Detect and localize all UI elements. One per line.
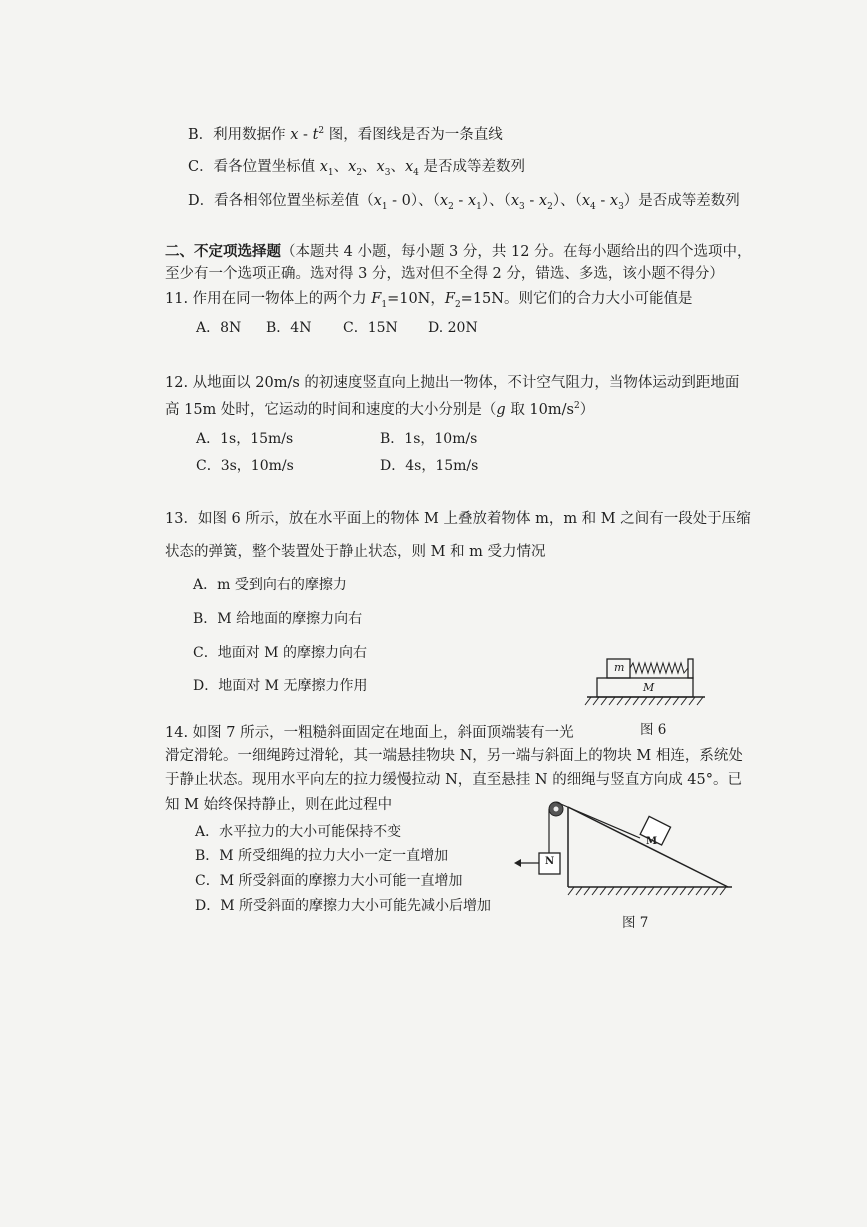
q13-option-b: B．M 给地面的摩擦力向右 [193, 611, 363, 627]
q14-stem-line2: 滑定滑轮。一细绳跨过滑轮，其一端悬挂物块 N，另一端与斜面上的物块 M 相连，系统处 [165, 748, 743, 764]
q13-option-d: D．地面对 M 无摩擦力作用 [193, 678, 368, 694]
prev-option-c: C．看各位置坐标值 $x_1$、$x_2$、$x_3$、$x_4$ 是否成等差数列 [188, 159, 525, 178]
prev-option-d: D．看各相邻位置坐标差值$(x_1 - 0)$、$(x_2 - x_1)$、$(x_3 - x_2)$、$(x_4 - x_3)$是否成等差数列 [188, 193, 740, 212]
q13-option-c: C．地面对 M 的摩擦力向右 [193, 645, 367, 661]
prev-option-b: B．利用数据作 x - $t^2$ 图，看图线是否为一条直线 [188, 126, 503, 143]
q14-option-a: A．水平拉力的大小可能保持不变 [195, 824, 402, 840]
section-heading: 二、不定项选择题（本题共 4 小题，每小题 3 分，共 12 分。在每小题给出的四个选项中， [165, 243, 752, 260]
q14-option-d: D．M 所受斜面的摩擦力大小可能先减小后增加 [195, 898, 492, 914]
q12-stem-line1: 12. 从地面以 20m/s 的初速度竖直向上抛出一物体，不计空气阻力，当物体运动到距地面 [165, 375, 740, 391]
figure-6 [585, 650, 715, 710]
fig6-label-m: m [614, 661, 625, 674]
q11-option-b: B．4N [266, 320, 312, 336]
q11-option-d: D. 20N [428, 320, 478, 336]
section-description: 至少有一个选项正确。选对得 3 分，选对但不全得 2 分，错选、多选，该小题不得分） [165, 266, 724, 282]
q12-option-c: C．3s，10m/s [196, 458, 294, 474]
q14-option-b: B．M 所受细绳的拉力大小一定一直增加 [195, 848, 449, 864]
q11-option-a: A．8N [196, 320, 242, 336]
q12-stem-line2: 高 15m 处时，它运动的时间和速度的大小分别是（g 取 $10m/s^2$） [165, 401, 595, 418]
q12-option-d: D．4s，15m/s [380, 458, 479, 474]
fig7-caption: 图 7 [622, 915, 649, 931]
fig7-label-n: N [545, 856, 555, 867]
q12-option-a: A．1s，15m/s [196, 431, 294, 447]
q13-option-a: A．m 受到向右的摩擦力 [193, 577, 347, 593]
q14-stem-line1: 14. 如图 7 所示，一粗糙斜面固定在地面上，斜面顶端装有一光 [165, 725, 574, 741]
q12-option-b: B．1s，10m/s [380, 431, 478, 447]
q11-stem: 11. 作用在同一物体上的两个力 $F_1=10N$，$F_2=15N$。则它们的合力大小可能值是 [165, 291, 693, 310]
figure-7 [510, 795, 740, 905]
fig6-caption: 图 6 [640, 722, 667, 738]
q13-stem-line2: 状态的弹簧，整个装置处于静止状态，则 M 和 m 受力情况 [165, 544, 546, 560]
q14-stem-line3: 于静止状态。现用水平向左的拉力缓慢拉动 N，直至悬挂 N 的细绳与竖直方向成 45°。已 [165, 772, 743, 788]
q11-option-c: C．15N [343, 320, 398, 336]
fig6-label-big-m: M [643, 681, 655, 694]
fig7-label-m: M [646, 836, 658, 847]
q13-stem-line1: 13．如图 6 所示，放在水平面上的物体 M 上叠放着物体 m，m 和 M 之间有一段处于压缩 [165, 511, 751, 527]
q14-option-c: C．M 所受斜面的摩擦力大小可能一直增加 [195, 873, 463, 889]
q14-stem-line4: 知 M 始终保持静止，则在此过程中 [165, 797, 393, 813]
